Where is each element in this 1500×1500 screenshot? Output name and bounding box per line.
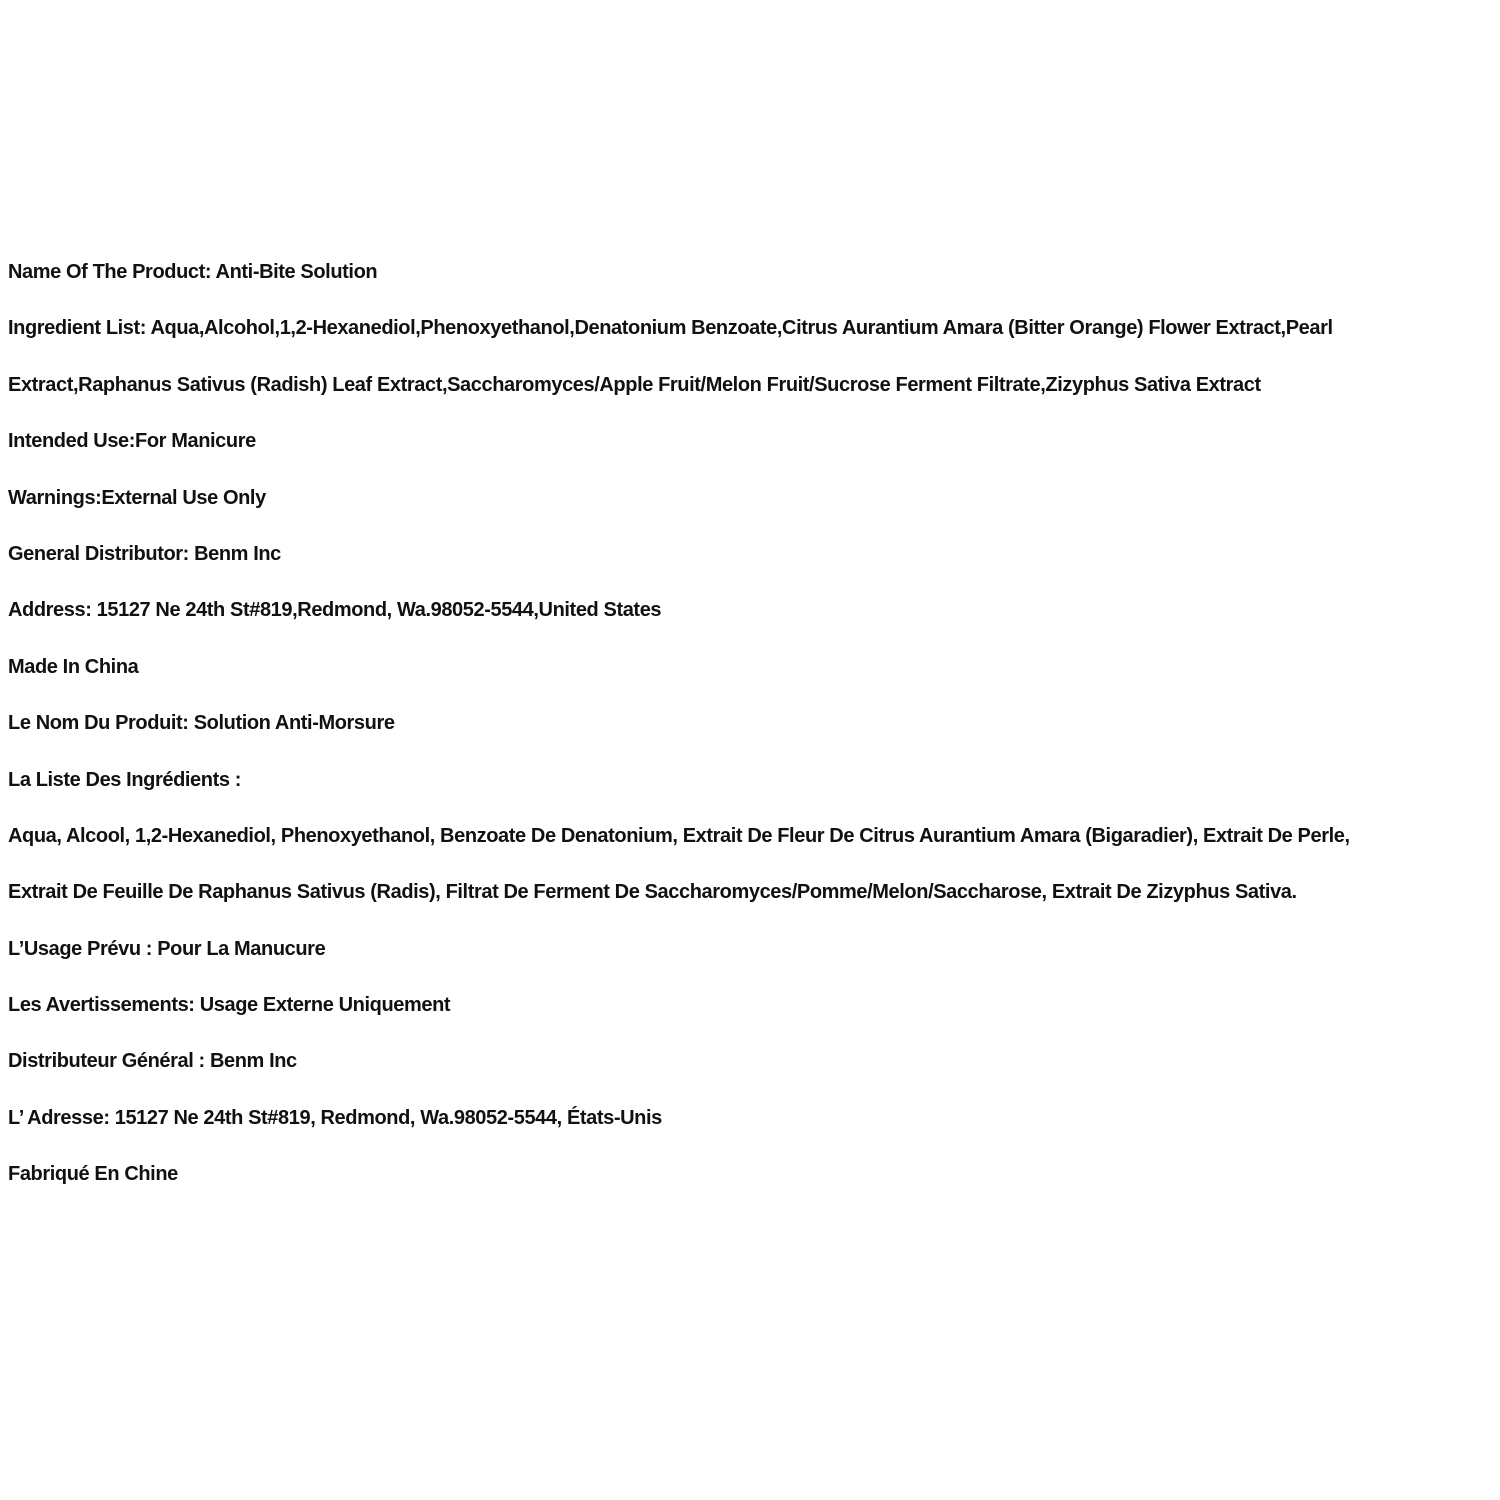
ingredient-list-fr-line-2: Extrait De Feuille De Raphanus Sativus (Radis), Filtrat De Ferment De Saccharomyces/Pomme/Melon/Saccharose, Extrait De Zizyphus Sativa. — [8, 881, 1297, 904]
ingredient-heading-fr: La Liste Des Ingrédients : — [8, 768, 241, 791]
warnings-en: Warnings:External Use Only — [8, 486, 266, 509]
distributor-en: General Distributor: Benm Inc — [8, 542, 281, 565]
ingredient-list-en-line-2: Extract,Raphanus Sativus (Radish) Leaf Extract,Saccharomyces/Apple Fruit/Melon Fruit/Sucrose Ferment Filtrate,Zizyphus Sativa Extract — [8, 373, 1261, 396]
intended-use-fr: L’Usage Prévu : Pour La Manucure — [8, 937, 326, 960]
ingredient-list-en-line-1: Ingredient List: Aqua,Alcohol,1,2-Hexanediol,Phenoxyethanol,Denatonium Benzoate,Citrus Aurantium Amara (Bitter Orange) Flower Extract,Pearl — [8, 317, 1333, 340]
origin-en: Made In China — [8, 655, 139, 678]
distributor-fr: Distributeur Général : Benm Inc — [8, 1050, 297, 1073]
product-label-document — [8, 260, 1492, 1219]
product-name-en: Name Of The Product: Anti-Bite Solution — [8, 261, 378, 283]
ingredient-list-fr-line-1: Aqua, Alcool, 1,2-Hexanediol, Phenoxyethanol, Benzoate De Denatonium, Extrait De Fleur De Citrus Aurantium Amara (Bigaradier), Extrait De Perle, — [8, 824, 1350, 847]
warnings-fr: Les Avertissements: Usage Externe Uniquement — [8, 994, 451, 1017]
address-fr: L’ Adresse: 15127 Ne 24th St#819, Redmond, Wa.98052-5544, États-Unis — [8, 1106, 662, 1129]
intended-use-en: Intended Use:For Manicure — [8, 430, 256, 453]
address-en: Address: 15127 Ne 24th St#819,Redmond, Wa.98052-5544,United States — [8, 599, 662, 622]
origin-fr: Fabriqué En Chine — [8, 1163, 178, 1186]
product-name-fr: Le Nom Du Produit: Solution Anti-Morsure — [8, 712, 395, 735]
